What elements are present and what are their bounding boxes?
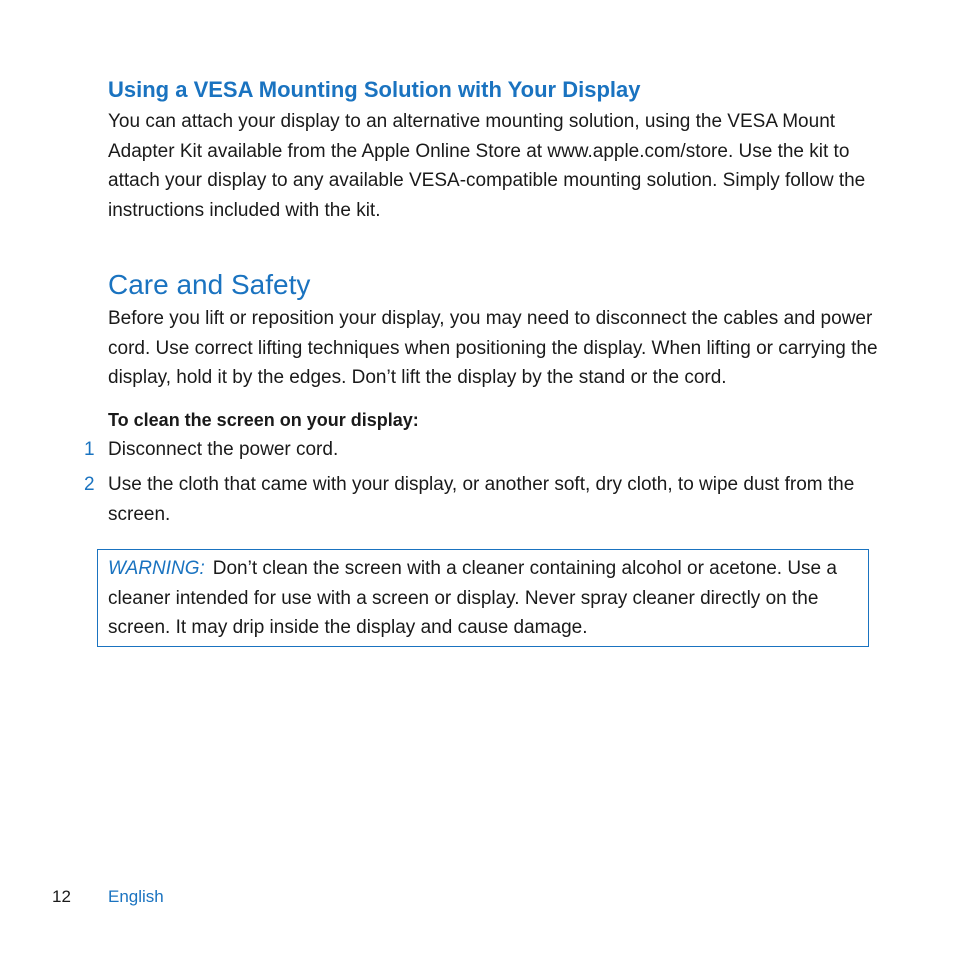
cleaning-step-2 [84, 470, 884, 529]
step-text: Disconnect the power cord. [108, 439, 339, 460]
care-section-heading: Care and Safety [108, 269, 311, 300]
step-number: 1 [84, 439, 95, 460]
warning-text-block [108, 554, 863, 643]
step-text: Use the cloth that came with your display, or another soft, dry cloth, to wipe dust from the screen. [108, 474, 855, 525]
cleaning-subheading: To clean the screen on your display: [108, 410, 419, 430]
warning-label: WARNING: [108, 558, 205, 579]
step-number: 2 [84, 474, 95, 495]
warning-message: Don’t clean the screen with a cleaner containing alcohol or acetone. Use a cleaner intended for use with a screen or display. Never spray cleaner directly on the screen. It may drip inside the display and cause damage. [108, 558, 837, 639]
page-number: 12 [52, 887, 71, 906]
cleaning-step-1 [84, 435, 884, 465]
vesa-section-paragraph: You can attach your display to an alternative mounting solution, using the VESA Mount Adapter Kit available from the Apple Online Store at www.apple.com/store. Use the kit to attach your display to any available VESA-compatible mounting solution. Simply follow the instructions included with the kit. [108, 111, 866, 221]
warning-box [97, 549, 869, 647]
vesa-section-heading: Using a VESA Mounting Solution with Your Display [108, 77, 641, 102]
footer-language: English [108, 887, 164, 906]
care-section-paragraph: Before you lift or reposition your display, you may need to disconnect the cables and power cord. Use correct lifting techniques when positioning the display. When lifting or carrying the display, hold it by the edges. Don’t lift the display by the stand or the cord. [108, 308, 878, 389]
